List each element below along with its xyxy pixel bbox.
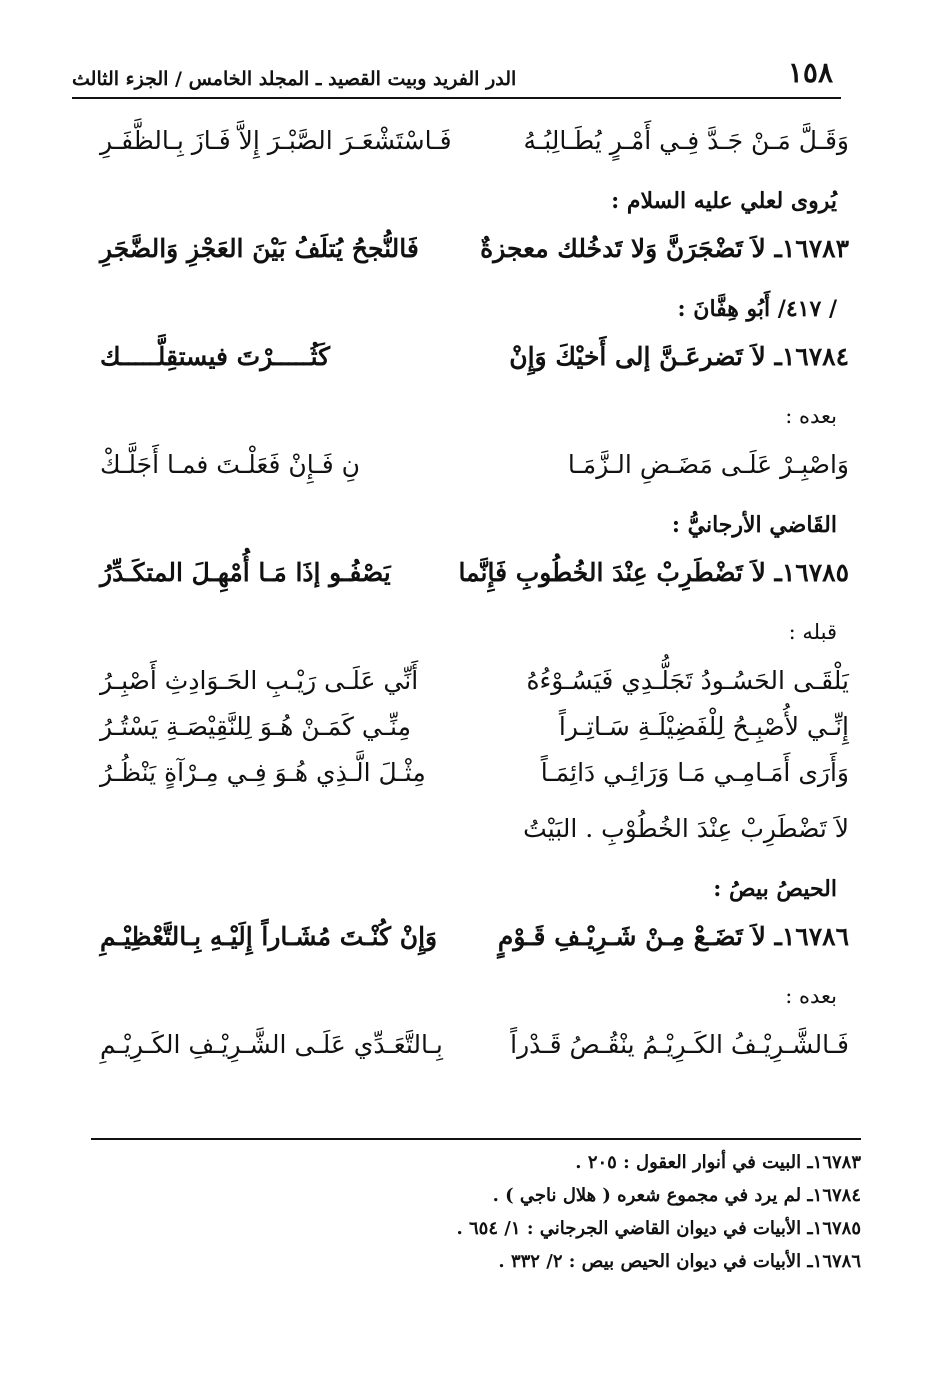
footnote: ١٦٧٨٣ـ البيت في أنوار العقول : ٢٠٥ . bbox=[575, 1152, 861, 1173]
attribution-note bbox=[100, 864, 849, 916]
verse-second-hemistich: وَإِنْ كُنْـتَ مُشَـاراً إِلَيْـهِ بِـالتَّعْظِيْـمِ bbox=[100, 922, 438, 951]
note-text: الحيصُ بيصُ : bbox=[713, 876, 837, 902]
verse-line bbox=[100, 752, 849, 808]
page-header bbox=[72, 56, 841, 96]
footnotes bbox=[100, 1152, 861, 1284]
verse-first-hemistich: ١٦٧٨٣ـ لاَ تَضْجَرَنَّ وَلا تَدخُلك معجزةٌ bbox=[480, 234, 849, 263]
note-text: قبله : bbox=[788, 620, 837, 644]
verse-first-hemistich: ١٦٧٨٥ـ لاَ تَضْطَرِبْ عِنْدَ الخُطُوبِ فَإِنَّما bbox=[458, 558, 849, 587]
attribution-note bbox=[100, 972, 849, 1024]
attribution-note bbox=[100, 608, 849, 660]
attribution-note bbox=[100, 500, 849, 552]
verse-first-hemistich: يَلْقَـى الحَسُـودُ تَجَلُّـدِي فَيَسُـوْءُهُ bbox=[526, 666, 849, 695]
verse-line bbox=[100, 916, 849, 972]
note-text: القَاضي الأرجانيُّ : bbox=[671, 512, 837, 538]
verse-second-hemistich: مِثْـلَ الَّـذِي هُـوَ فِـي مِـرْآةٍ يَنْظُـرُ bbox=[100, 758, 426, 787]
running-title: الدر الفريد وبيت القصيد ـ المجلد الخامس / الجزء الثالث bbox=[72, 68, 517, 90]
footnote: ١٦٧٨٤ـ لم يرد في مجموع شعره ( هلال ناجي ) . bbox=[492, 1185, 861, 1206]
note-text: / ٤١٧/ أَبُو هِفَّانَ : bbox=[677, 296, 837, 322]
verse-first-hemistich: ١٦٧٨٤ـ لاَ تَضرعَـنَّ إلى أَخيْكَ وَإِنْ bbox=[509, 342, 849, 371]
verse-line bbox=[100, 660, 849, 706]
verse-line bbox=[100, 552, 849, 608]
verse-second-hemistich: بِـالتَّعَـدِّي عَلَـى الشَّـرِيْـفِ الكَـرِيْـمِ bbox=[100, 1030, 443, 1059]
verse-line bbox=[100, 228, 849, 284]
attribution-note bbox=[100, 284, 849, 336]
verse-first-hemistich: لاَ تَضْطَرِبْ عِنْدَ الخُطُوْبِ . البَيْتُ bbox=[523, 814, 849, 843]
verse-second-hemistich: مِنِّـي كَمَـنْ هُـوَ لِلنَّقِيْصَـةِ يَسْتُـرُ bbox=[100, 712, 411, 741]
attribution-note bbox=[100, 176, 849, 228]
verse-second-hemistich: فَالنُّجحُ يُتلَفُ بَيْنَ العَجْزِ وَالضَّجَرِ bbox=[100, 234, 419, 263]
note-text: يُروى لعلي عليه السلام : bbox=[611, 188, 837, 214]
verse-second-hemistich: كَثُـــــرْتَ فيستقِلَّـــــك bbox=[100, 342, 331, 371]
verse-first-hemistich: وَقَـلَّ مَـنْ جَـدَّ فِـي أَمْـرٍ يُطَـالِبُـهُ bbox=[523, 126, 849, 155]
verse-first-hemistich: إِنِّـي لأُصْبِـحُ لِلْفَضِيْلَـةِ سَـاتِـراً bbox=[558, 712, 849, 741]
attribution-note bbox=[100, 392, 849, 444]
verse-second-hemistich: فَـاسْتَشْعَـرَ الصَّبْـرَ إِلاَّ فَـازَ بِـالظَّفَـرِ bbox=[100, 126, 452, 155]
verse-line bbox=[100, 120, 849, 176]
page-body bbox=[100, 120, 849, 1080]
verse-line bbox=[100, 336, 849, 392]
verse-line bbox=[100, 808, 849, 864]
verse-second-hemistich: نِ فَـإِنْ فَعَلْـتَ فمـا أَجَلَّـكْ bbox=[100, 450, 360, 479]
verse-line bbox=[100, 444, 849, 500]
footnote-rule bbox=[91, 1138, 861, 1140]
note-text: بعده : bbox=[785, 404, 837, 428]
footnote: ١٦٧٨٦ـ الأبيات في ديوان الحيص بيص : ٢/ ٣٣٢ . bbox=[498, 1251, 861, 1272]
verse-first-hemistich: فَـالشَّـرِيْـفُ الكَـرِيْـمُ ينْقُـصُ قَـدْراً bbox=[510, 1030, 849, 1059]
verse-line bbox=[100, 1024, 849, 1080]
footnote: ١٦٧٨٥ـ الأبيات في ديوان القاضي الجرجاني : ١/ ٦٥٤ . bbox=[456, 1218, 861, 1239]
verse-first-hemistich: وَأَرَى أَمَـامِـي مَـا وَرَائِـي دَائِمَـاً bbox=[540, 758, 849, 787]
page-number: ١٥٨ bbox=[787, 56, 833, 89]
verse-line bbox=[100, 706, 849, 752]
verse-second-hemistich: يَصْفُـو إذَا مَـا أُمْهِـلَ المتكَـدِّرُ bbox=[100, 558, 391, 587]
verse-first-hemistich: ١٦٧٨٦ـ لاَ تَضَـعْ مِـنْ شَـرِيْـفِ قَـوْمٍ bbox=[497, 922, 849, 951]
verse-first-hemistich: وَاصْبِـرْ عَلَـى مَضَـضِ الـزَّمَـا bbox=[567, 450, 849, 479]
verse-second-hemistich: أَنِّي عَلَـى رَيْـبِ الحَـوَادِثِ أَصْبِـرُ bbox=[100, 666, 419, 695]
note-text: بعده : bbox=[785, 984, 837, 1008]
header-rule bbox=[72, 97, 841, 99]
